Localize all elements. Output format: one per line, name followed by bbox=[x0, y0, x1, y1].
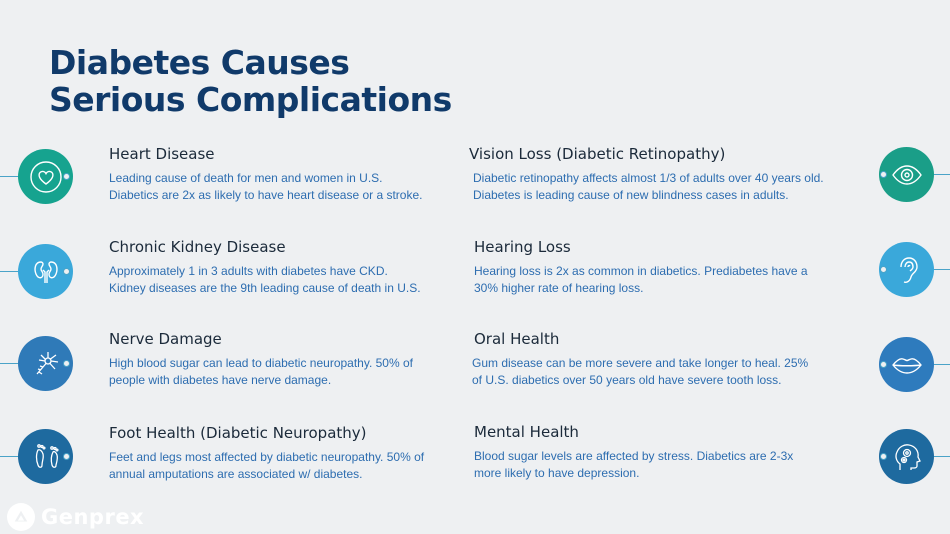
item-description: Diabetic retinopathy affects almost 1/3 of adults over 40 years old. Diabetes is leading cause of new blindness cases in adults. bbox=[473, 171, 824, 202]
item-description: Hearing loss is 2x as common in diabetics. Prediabetes have a 30% higher rate of hearing loss. bbox=[474, 264, 808, 295]
item-title: Nerve Damage bbox=[109, 330, 222, 348]
item-title: Mental Health bbox=[474, 423, 579, 441]
item-oral-health bbox=[472, 329, 832, 389]
kidney-badge bbox=[0, 244, 74, 300]
item-description: Blood sugar levels are affected by stress. Diabetics are 2-3x more likely to have depression. bbox=[474, 449, 794, 480]
eye-badge bbox=[876, 147, 950, 203]
item-heart-disease bbox=[109, 144, 469, 204]
logo-text: Genprex bbox=[41, 505, 145, 529]
genprex-logo-icon bbox=[7, 503, 35, 531]
mental-badge bbox=[876, 429, 950, 485]
genprex-logo bbox=[7, 503, 144, 531]
title-line-2: Serious Complications bbox=[49, 80, 452, 119]
item-mental-health bbox=[474, 422, 834, 482]
item-chronic-kidney-disease bbox=[109, 237, 469, 297]
item-description: Gum disease can be more severe and take longer to heal. 25% of U.S. diabetics over 50 years old have severe tooth loss. bbox=[472, 356, 809, 387]
title-line-1: Diabetes Causes bbox=[49, 43, 350, 82]
item-hearing-loss bbox=[474, 237, 834, 297]
ear-icon bbox=[879, 242, 934, 297]
item-foot-health bbox=[109, 423, 469, 483]
heart-badge bbox=[0, 149, 74, 205]
ear-badge bbox=[876, 242, 950, 298]
item-vision-loss bbox=[469, 144, 829, 204]
item-title: Vision Loss (Diabetic Retinopathy) bbox=[469, 145, 726, 163]
item-description: High blood sugar can lead to diabetic neuropathy. 50% of people with diabetes have nerve damage. bbox=[109, 356, 413, 387]
item-description: Approximately 1 in 3 adults with diabetes have CKD. Kidney diseases are the 9th leading cause of death in U.S. bbox=[109, 264, 421, 295]
head-gears-icon bbox=[879, 429, 934, 484]
mouth-badge bbox=[876, 337, 950, 393]
foot-badge bbox=[0, 429, 74, 485]
item-nerve-damage bbox=[109, 329, 469, 389]
page-title bbox=[49, 44, 452, 118]
eye-icon bbox=[879, 147, 934, 202]
item-title: Chronic Kidney Disease bbox=[109, 238, 286, 256]
item-title: Hearing Loss bbox=[474, 238, 571, 256]
mouth-icon bbox=[879, 337, 934, 392]
item-title: Oral Health bbox=[474, 330, 560, 348]
nerve-badge bbox=[0, 336, 74, 392]
item-description: Leading cause of death for men and women in U.S. Diabetics are 2x as likely to have heart disease or a stroke. bbox=[109, 171, 423, 202]
item-description: Feet and legs most affected by diabetic neuropathy. 50% of annual amputations are associated w/ diabetes. bbox=[109, 450, 425, 481]
item-title: Foot Health (Diabetic Neuropathy) bbox=[109, 424, 367, 442]
item-title: Heart Disease bbox=[109, 145, 215, 163]
